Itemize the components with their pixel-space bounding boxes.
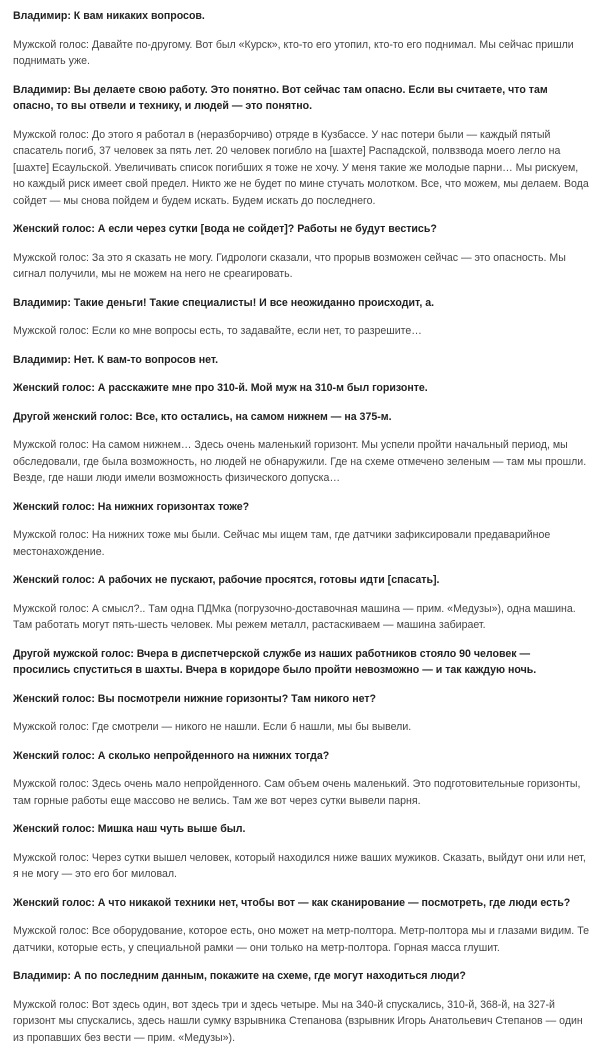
answer-line: Мужской голос: До этого я работал в (неразборчиво) отряде в Кузбассе. У нас потери были — каждый пятый спасатель погиб, 37 человек за пять лет. 20 человек погибло на [шахте] Распадской, полвзвода моего легло на [шахте] Есаульской. Увеличивать список погибших я тоже не хочу. У меня такие же молодые парни… Мы рискуем, но каждый риск имеет свой предел. Никто же не будет по мине стучать молотком. Все, что можем, мы делаем. Вода сойдет — мы снова пойдем и будем искать. Будем искать до последнего. <box>13 128 589 207</box>
question-line: Женский голос: А что никакой техники нет, чтобы вот — как сканирование — посмотреть, где люди есть? <box>13 896 571 909</box>
answer-line: Мужской голос: За это я сказать не могу. Гидрологи сказали, что прорыв возможен сейчас — это опасность. Мы сигнал получили, мы не можем на него не среагировать. <box>13 251 566 280</box>
question-line: Женский голос: А сколько непройденного на нижних тогда? <box>13 749 330 762</box>
question-line: Владимир: К вам никаких вопросов. <box>13 10 205 22</box>
question-line: Женский голос: А расскажите мне про 310-й. Мой муж на 310-м был горизонте. <box>13 382 428 394</box>
answer-line: Мужской голос: Все оборудование, которое есть, оно может на метр-полтора. Метр-полтора мы и глазами видим. Те датчики, которые есть, у специальной рамки — они только на метр-полтора. Горная масса глушит. <box>13 925 589 954</box>
question-line: Владимир: Нет. К вам-то вопросов нет. <box>13 353 219 366</box>
answer-line: Мужской голос: Если ко мне вопросы есть, то задавайте, если нет, то разрешите… <box>13 325 422 337</box>
question-line: Женский голос: На нижних горизонтах тоже? <box>13 500 250 513</box>
answer-line: Мужской голос: Вот здесь один, вот здесь три и здесь четыре. Мы на 340-й спускались, 310-й, 368-й, на 327-й горизонт мы спускались, здесь нашли сумку взрывника Степанова (взрывник Игорь Анатольевич Степанов — один из пропавших без вести — прим. «Медузы»). <box>13 998 583 1044</box>
question-line: Другой мужской голос: Вчера в диспетчерской службе из наших работников стояло 90 человек — просились спуститься в шахты. Вчера в коридоре было пройти невозможно — и так каждую ночь. <box>13 647 537 676</box>
answer-line: Мужской голос: Через сутки вышел человек, который находился ниже ваших мужиков. Сказать, выйдут они или нет, я не могу — это его бог миловал. <box>13 851 586 880</box>
answer-line: Мужской голос: Где смотрели — никого не нашли. Если б нашли, мы бы вывели. <box>13 721 412 733</box>
question-line: Другой женский голос: Все, кто остались, на самом нижнем — на 375-м. <box>13 410 392 423</box>
question-line: Женский голос: А рабочих не пускают, рабочие просятся, готовы идти [спасать]. <box>13 574 440 586</box>
question-line: Женский голос: Мишка наш чуть выше был. <box>13 823 246 835</box>
question-line: Женский голос: Вы посмотрели нижние горизонты? Там никого нет? <box>13 692 377 705</box>
question-line: Владимир: Такие деньги! Такие специалисты! И все неожиданно происходит, а. <box>13 296 435 309</box>
answer-line: Мужской голос: А смысл?.. Там одна ПДМка (погрузочно-доставочная машина — прим. «Медузы»), одна машина. Там работать могут пять-шесть человек. Мы режем металл, растаскиваем — машина забирает. <box>13 602 576 631</box>
question-line: Владимир: А по последним данным, покажите на схеме, где могут находиться люди? <box>13 970 466 982</box>
answer-line: Мужской голос: Здесь очень мало непройденного. Сам объем очень маленький. Это подготовительные горизонты, там горные работы еще массово не велись. Там же вот через сутки вывели парня. <box>13 778 581 807</box>
answer-line: Мужской голос: На нижних тоже мы были. Сейчас мы ищем там, где датчики зафиксировали предаварийное местонахождение. <box>13 529 551 558</box>
question-line: Женский голос: А если через сутки [вода не сойдет]? Работы не будут вестись? <box>13 223 437 235</box>
question-line: Владимир: Вы делаете свою работу. Это понятно. Вот сейчас там опасно. Если вы считаете, что там опасно, то вы отвели и технику, и людей — это понятно. <box>13 83 548 112</box>
answer-line: Мужской голос: На самом нижнем… Здесь очень маленький горизонт. Мы успели пройти начальный период, мы обследовали, где была возможность, но людей не обнаружили. Где на схеме отмечено зеленым — там мы прошли. Везде, где наши люди имели возможность физического допуска… <box>13 439 587 484</box>
answer-line: Мужской голос: Давайте по-другому. Вот был «Курск», кто-то его утопил, кто-то его поднимал. Мы сейчас пришли поднимать уже. <box>13 38 574 67</box>
